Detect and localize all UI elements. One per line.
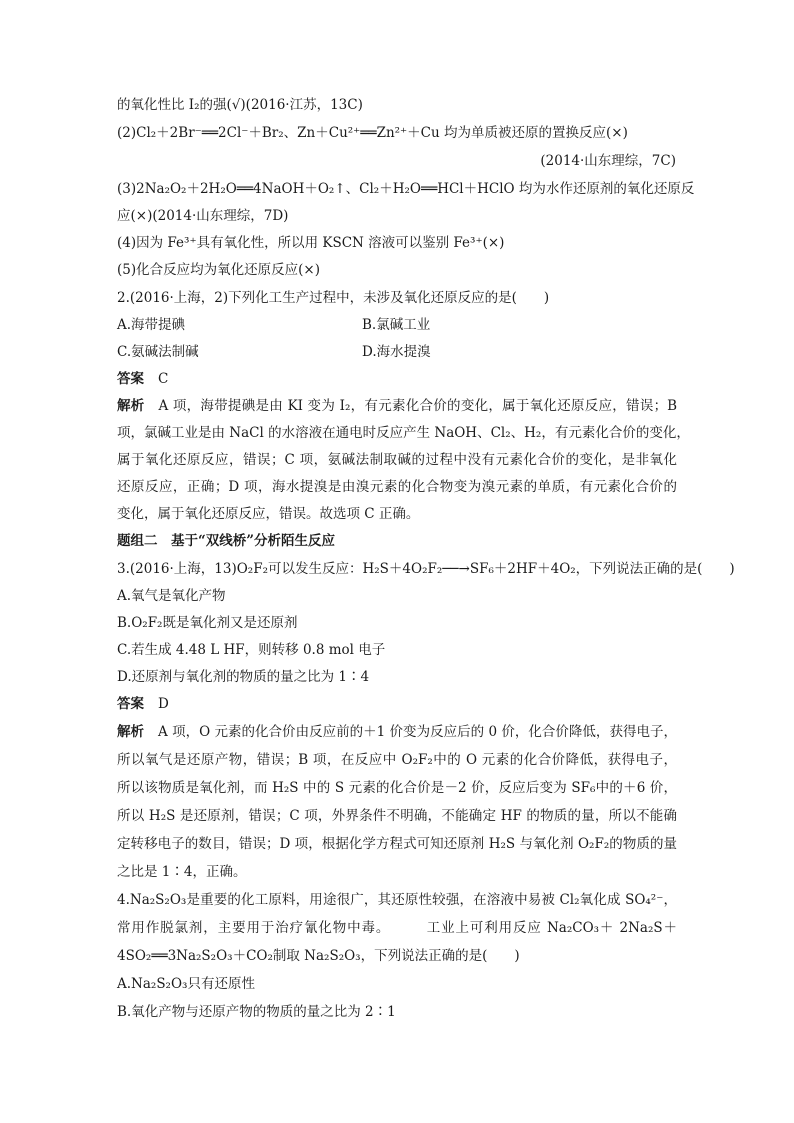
q2-explanation-line5: 变化，属于氧化还原反应，错误。故选项 C 正确。	[117, 506, 420, 522]
q4-option-b: B.氧化产物与还原产物的物质的量之比为 2∶1	[117, 1004, 396, 1020]
q3-explanation-line4: 所以 H₂S 是还原剂，错误；C 项，外界条件不明确，不能确定 HF 的物质的量，所以不能确	[117, 808, 677, 824]
answer-value: C	[158, 371, 169, 387]
q3-explanation-line6: 之比是 1∶4，正确。	[117, 864, 247, 880]
explanation-label: 解析	[117, 724, 145, 740]
q2-explanation-line1	[117, 397, 677, 415]
q2-option-a: A.海带提碘	[117, 317, 186, 333]
q3-option-a: A.氧气是氧化产物	[117, 588, 226, 604]
question-4-stem-line1: 4.Na₂S₂O₃是重要的化工原料，用途很广，其还原性较强，在溶液中易被 Cl₂氧化成 SO₄²⁻，	[117, 892, 677, 908]
q2-option-d: D.海水提溴	[362, 344, 431, 360]
q2-explanation-line3: 属于氧化还原反应，错误；C 项，氨碱法制取碱的过程中没有元素化合价的变化，是非氧化	[117, 452, 677, 468]
answer-label: 答案	[117, 371, 144, 387]
explanation-text: A 项，海带提碘是由 KI 变为 I₂，有元素化合价的变化，属于氧化还原反应，错误；B	[158, 398, 678, 414]
question-2-stem: 2.(2016·上海，2)下列化工生产过程中，未涉及氧化还原反应的是( )	[117, 290, 550, 306]
item-5: (5)化合反应均为氧化还原反应(×)	[117, 262, 320, 278]
q2-option-c: C.氨碱法制碱	[117, 344, 199, 360]
q3-option-b: B.O₂F₂既是氧化剂又是还原剂	[117, 615, 298, 631]
q3-option-c: C.若生成 4.48 L HF，则转移 0.8 mol 电子	[117, 642, 386, 658]
q3-answer	[117, 695, 169, 713]
question-3-stem: 3.(2016·上海，13)O₂F₂可以发生反应：H₂S＋4O₂F₂──→SF₆＋2HF＋4O₂，下列说法正确的是( )	[117, 561, 735, 577]
answer-label: 答案	[117, 696, 144, 712]
question-4-stem-line2: 常用作脱氯剂，主要用于治疗氰化物中毒。 工业上可利用反应 Na₂CO₃＋ 2Na₂S＋	[117, 920, 677, 936]
q2-answer	[117, 370, 168, 388]
explanation-text: A 项，O 元素的化合价由反应前的＋1 价变为反应后的 0 价，化合价降低，获得电子，	[158, 724, 678, 740]
group-2-heading: 题组二 基于“双线桥”分析陌生反应	[117, 533, 336, 549]
q3-explanation-line5: 定转移电子的数目，错误；D 项，根据化学方程式可知还原剂 H₂S 与氧化剂 O₂F₂的物质的量	[117, 836, 677, 852]
item-3-line1: (3)2Na₂O₂＋2H₂O══4NaOH＋O₂↑、Cl₂＋H₂O══HCl＋HClO 均为水作还原剂的氧化还原反	[117, 181, 695, 197]
q4-option-a: A.Na₂S₂O₃只有还原性	[117, 976, 255, 992]
answer-value: D	[158, 696, 169, 712]
item-1-tail: 的氧化性比 I₂的强(√)(2016·江苏，13C)	[117, 97, 363, 113]
q3-option-d: D.还原剂与氧化剂的物质的量之比为 1∶4	[117, 669, 370, 685]
q2-explanation-line4: 还原反应，正确；D 项，海水提溴是由溴元素的化合物变为溴元素的单质，有元素化合价的	[117, 479, 677, 495]
q3-explanation-line3: 所以该物质是氧化剂，而 H₂S 中的 S 元素的化合价是－2 价，反应后变为 SF₆中的＋6 价，	[117, 780, 677, 796]
item-2-source: (2014·山东理综，7C)	[540, 153, 676, 169]
q2-explanation-line2: 项，氯碱工业是由 NaCl 的水溶液在通电时反应产生 NaOH、Cl₂、H₂，有元素化合价的变化，	[117, 425, 690, 441]
item-3-line2: 应(×)(2014·山东理综，7D)	[117, 208, 289, 224]
item-2: (2)Cl₂＋2Br⁻══2Cl⁻＋Br₂、Zn＋Cu²⁺══Zn²⁺＋Cu 均为单质被还原的置换反应(×)	[117, 125, 628, 141]
explanation-label: 解析	[117, 398, 145, 414]
item-4: (4)因为 Fe³⁺具有氧化性，所以用 KSCN 溶液可以鉴别 Fe³⁺(×)	[117, 235, 505, 251]
q2-option-b: B.氯碱工业	[362, 317, 431, 333]
q3-explanation-line2: 所以氧气是还原产物，错误；B 项，在反应中 O₂F₂中的 O 元素的化合价降低，获得电子，	[117, 752, 677, 768]
question-4-stem-line3: 4SO₂══3Na₂S₂O₃＋CO₂制取 Na₂S₂O₃，下列说法正确的是( )	[117, 948, 520, 964]
q3-explanation-line1	[117, 723, 677, 741]
